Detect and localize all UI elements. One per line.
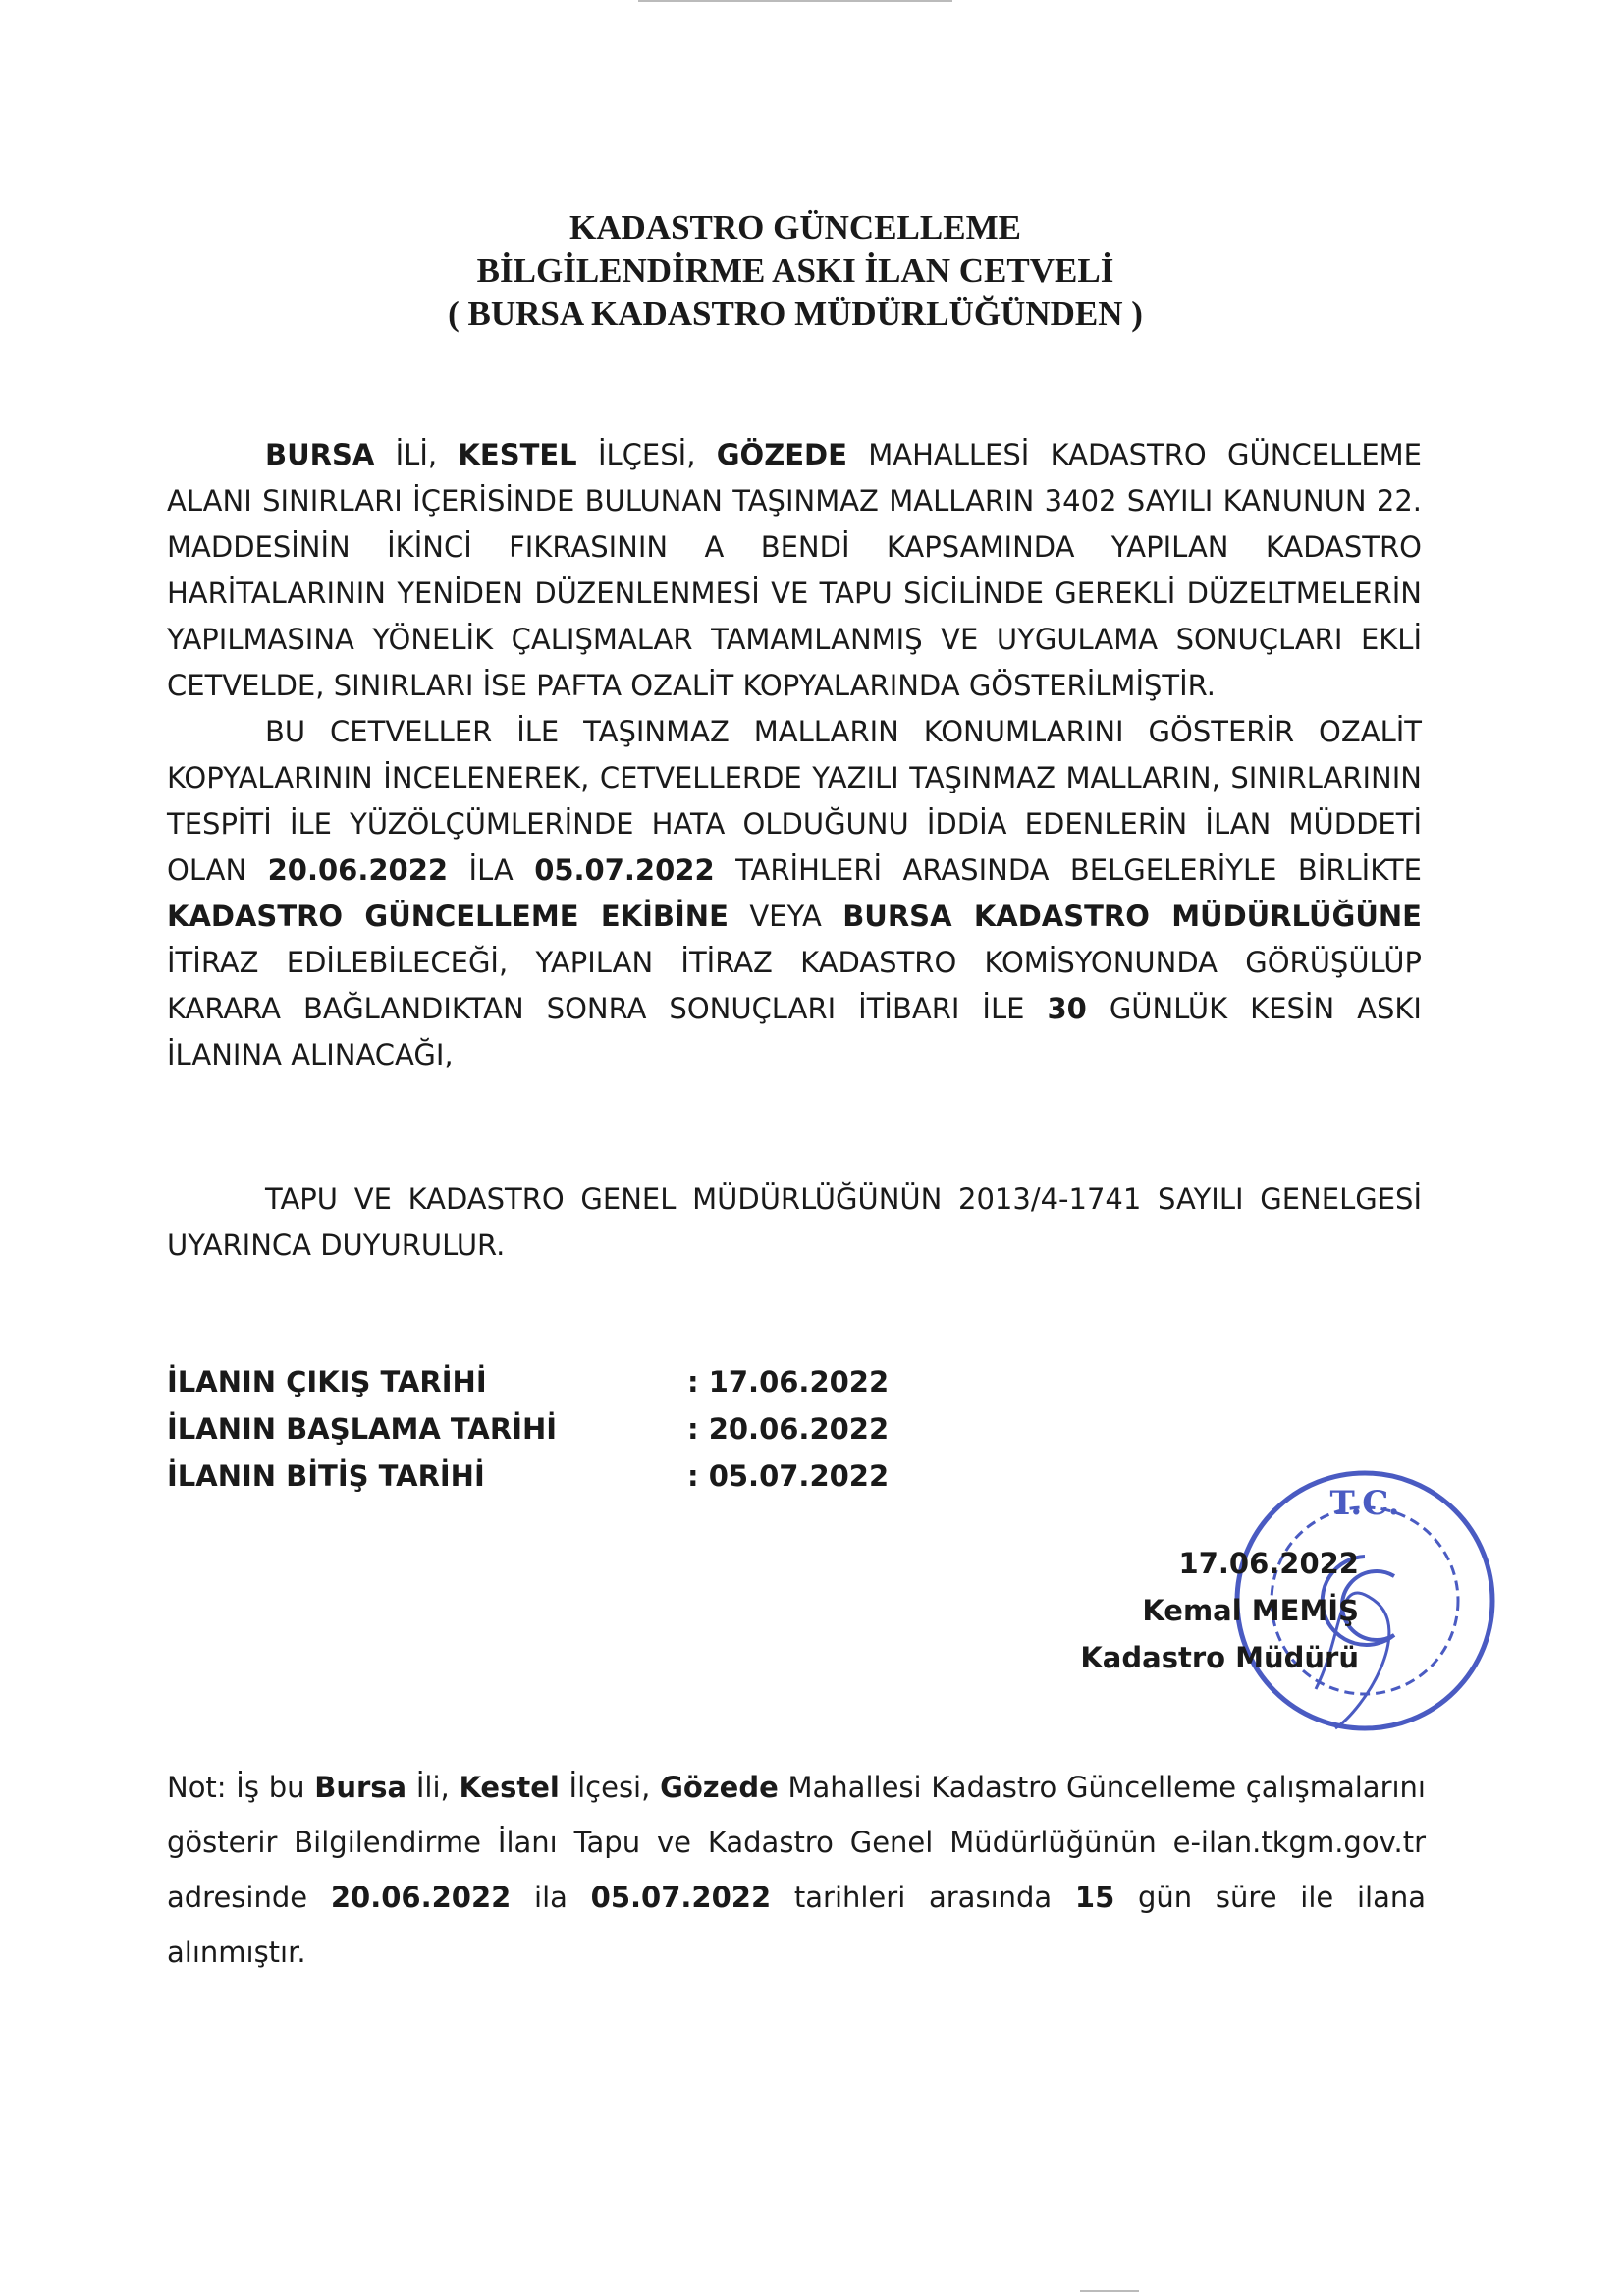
date-row [167, 1452, 913, 1500]
province-name: BURSA [265, 438, 375, 471]
start-date: 20.06.2022 [267, 853, 449, 887]
stamp-text: T.C. [1329, 1484, 1400, 1523]
paragraph-2: BU CETVELLER İLE TAŞINMAZ MALLARIN KONUMLARINI GÖSTERİR OZALİT KOPYALARININ İNCELENEREK, CETVELLERDE YAZILI TAŞINMAZ MALLARIN, SINIRLARININ TESPİTİ İLE YÜZÖLÇÜMLERİNDE HATA OLDUĞUNU İDDİA EDENLERİN İLAN MÜDDETİ OLAN 20.06.2022 İLA 05.07.2022 TARİHLERİ ARASINDA BELGELERİYLE BİRLİKTE KADASTRO GÜNCELLEME EKİBİNE VEYA BURSA KADASTRO MÜDÜRLÜĞÜNE İTİRAZ EDİLEBİLECEĞİ, YAPILAN İTİRAZ KADASTRO KOMİSYONUNDA GÖRÜŞÜLÜP KARARA BAĞLANDIKTAN SONRA SONUÇLARI İTİBARI İLE 30 GÜNLÜK KESİN ASKI İLANINA ALINACAĞI, [167, 715, 1423, 1071]
title-line-3: ( BURSA KADASTRO MÜDÜRLÜĞÜNDEN ) [448, 295, 1143, 333]
signature-block [1080, 1540, 1359, 1681]
date-value: : 17.06.2022 [687, 1365, 890, 1398]
scan-artifact [638, 0, 952, 2]
signature-date: 17.06.2022 [1178, 1547, 1359, 1580]
date-row [167, 1405, 913, 1452]
paragraph-1: BURSA İLİ, KESTEL İLÇESİ, GÖZEDE MAHALLESİ KADASTRO GÜNCELLEME ALANI SINIRLARI İÇERİSİNDE BULUNAN TAŞINMAZ MALLARIN 3402 SAYILI KANUNUN 22. MADDESİNİN İKİNCİ FIKRASININ A BENDİ KAPSAMINDA YAPILAN KADASTRO HARİTALARININ YENİDEN DÜZENLENMESİ VE TAPU SİCİLİNDE GEREKLİ DÜZELTMELERİN YAPILMASINA YÖNELİK ÇALIŞMALAR TAMAMLANMIŞ VE UYGULAMA SONUÇLARI EKLİ CETVELDE, SINIRLARI İSE PAFTA OZALİT KOPYALARINDA GÖSTERİLMİŞTİR. [167, 438, 1422, 702]
document-title [0, 206, 1591, 336]
paragraph-3: TAPU VE KADASTRO GENEL MÜDÜRLÜĞÜNÜN 2013/4-1741 SAYILI GENELGESİ UYARINCA DUYURULUR. [167, 1182, 1422, 1262]
date-label: İLANIN ÇIKIŞ TARİHİ [167, 1365, 487, 1398]
date-row [167, 1358, 913, 1405]
date-value: : 05.07.2022 [687, 1459, 890, 1493]
district-name: KESTEL [458, 438, 577, 471]
signature-name: Kemal MEMİŞ [1142, 1594, 1359, 1627]
announcement-closing [167, 1176, 1422, 1269]
date-label: İLANIN BAŞLAMA TARİHİ [167, 1412, 558, 1446]
team-name: KADASTRO GÜNCELLEME EKİBİNE [167, 900, 729, 933]
title-line-2: BİLGİLENDİRME ASKI İLAN CETVELİ [476, 251, 1114, 290]
date-label: İLANIN BİTİŞ TARİHİ [167, 1459, 485, 1493]
footnote: Not: İş bu Bursa İli, Kestel İlçesi, Gözede Mahallesi Kadastro Güncelleme çalışmalarını gösterir Bilgilendirme İlanı Tapu ve Kadastro Genel Müdürlüğünün e-ilan.tkgm.gov.tr adresinde 20.06.2022 ila 05.07.2022 tarihleri arasında 15 gün süre ile ilana alınmıştır. [167, 1771, 1426, 1969]
title-line-1: KADASTRO GÜNCELLEME [569, 208, 1021, 246]
signature-role: Kadastro Müdürü [1080, 1641, 1359, 1674]
date-value: : 20.06.2022 [687, 1412, 890, 1446]
announcement-body [167, 432, 1422, 1078]
scan-artifact [1080, 2290, 1139, 2292]
announcement-dates [167, 1358, 913, 1500]
day-count: 30 [1047, 992, 1087, 1025]
end-date: 05.07.2022 [534, 853, 715, 887]
neighborhood-name: GÖZEDE [716, 438, 847, 471]
office-name: BURSA KADASTRO MÜDÜRLÜĞÜNE [842, 900, 1422, 933]
